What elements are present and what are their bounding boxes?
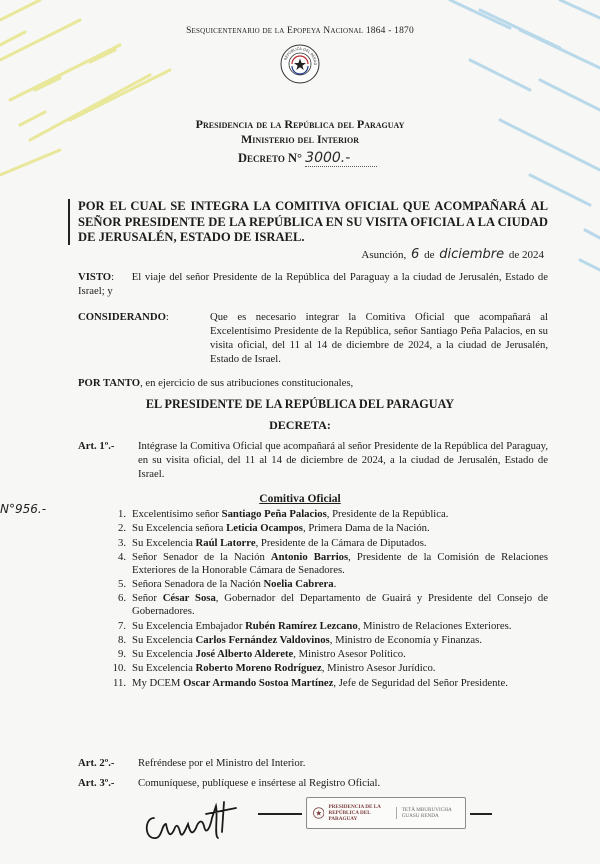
art2-text: Refréndese por el Ministro del Interior. bbox=[138, 757, 306, 769]
comitiva-item-title: Su Excelencia bbox=[132, 648, 196, 661]
comitiva-item-role: , Primera Dama de la Nación. bbox=[302, 522, 430, 535]
art3-text: Comuníquese, publíquese e insértese al Registro Oficial. bbox=[138, 777, 381, 789]
comitiva-item-number: 10. bbox=[112, 662, 126, 675]
title-rule bbox=[68, 199, 70, 245]
national-seal-icon bbox=[280, 44, 320, 84]
considerando-label: CONSIDERANDO bbox=[78, 311, 166, 323]
signature-dash bbox=[258, 813, 302, 815]
el-presidente-heading: EL PRESIDENTE DE LA REPÚBLICA DEL PARAGUAY bbox=[145, 397, 455, 411]
comitiva-item bbox=[108, 620, 548, 633]
art2-label: Art. 2º.- bbox=[78, 757, 115, 769]
comitiva-item-number: 5. bbox=[117, 578, 126, 591]
comitiva-item-number: 3. bbox=[117, 536, 126, 549]
date-day: 6 bbox=[411, 247, 420, 262]
por-tanto-line bbox=[78, 377, 548, 391]
comitiva-item-number: 6. bbox=[117, 592, 126, 605]
comitiva-item-name: Rubén Ramírez Lezcano bbox=[245, 619, 358, 632]
comitiva-item-name: Raúl Latorre bbox=[195, 536, 256, 549]
comitiva-item bbox=[108, 634, 548, 647]
stamp-left-text: PRESIDENCIA DE LA REPÚBLICA DEL PARAGUAY bbox=[328, 804, 381, 822]
comitiva-item-name: Oscar Armando Sostoa Martínez bbox=[183, 676, 334, 689]
date-line bbox=[361, 247, 544, 262]
decree-title: POR EL CUAL SE INTEGRA LA COMITIVA OFICIAL QUE ACOMPAÑARÁ AL SEÑOR PRESIDENTE DE LA REPÚBLICA EN SU VISITA OFICIAL A LA CIUDAD DE JERUSALÉN, ESTADO DE ISRAEL. bbox=[78, 199, 548, 244]
considerando-label-wrap bbox=[78, 311, 208, 325]
comitiva-item bbox=[108, 648, 548, 661]
comitiva-item bbox=[108, 551, 548, 577]
comitiva-item-name: Santiago Peña Palacios bbox=[221, 508, 327, 520]
comitiva-item-role: , Ministro de Economía y Finanzas. bbox=[329, 633, 482, 646]
comitiva-item bbox=[108, 508, 548, 521]
comitiva-item-role: , Ministro Asesor Político. bbox=[293, 648, 406, 661]
comitiva-item-title: My DCEM bbox=[132, 676, 184, 689]
comitiva-item-number: 8. bbox=[117, 633, 126, 646]
art1-text: Intégrase la Comitiva Oficial que acompañará al señor Presidente de la República del Paraguay, en su visita oficial, del 11 al 14 de diciembre de 2024, a la ciudad de Jerusalén, Estado de Israel. bbox=[138, 440, 548, 480]
date-de: de bbox=[424, 249, 435, 261]
decreta-heading: DECRETA: bbox=[269, 418, 331, 432]
date-year: de 2024 bbox=[508, 249, 544, 261]
por-tanto-label: POR TANTO bbox=[78, 377, 141, 389]
comitiva-item-name: José Alberto Alderete bbox=[195, 648, 294, 661]
signature-text: Cumprj bbox=[202, 844, 206, 845]
seal-text: REPÚBLICA DEL PARAG bbox=[283, 46, 318, 66]
comitiva-item-name: César Sosa bbox=[162, 592, 216, 605]
comitiva-item-role: , Ministro de Relaciones Exteriores. bbox=[357, 619, 512, 632]
comitiva-item-number: 2. bbox=[117, 522, 126, 535]
comitiva-item-role: , Jefe de Seguridad del Señor Presidente. bbox=[333, 676, 508, 689]
comitiva-item-title: Su Excelencia bbox=[132, 633, 196, 646]
comitiva-item-title: Señor Senador de la Nación bbox=[132, 550, 271, 563]
comitiva-item-number: 7. bbox=[117, 619, 126, 632]
ministry-heading: Ministerio del Interior bbox=[240, 132, 360, 146]
comitiva-title: Comitiva Oficial bbox=[259, 493, 341, 505]
comitiva-item-title: Excelentísimo señor bbox=[132, 508, 222, 520]
comitiva-item-number: 9. bbox=[117, 648, 126, 661]
decree-label: Decreto N° bbox=[238, 151, 303, 165]
comitiva-item-name: Roberto Moreno Rodríguez bbox=[195, 662, 322, 675]
official-stamp bbox=[306, 797, 466, 829]
comitiva-item bbox=[108, 662, 548, 675]
decree-number-line bbox=[238, 150, 377, 167]
comitiva-title-wrap bbox=[0, 489, 600, 507]
comitiva-item-number: 1. bbox=[117, 508, 126, 520]
comitiva-item-title: Señora Senadora de la Nación bbox=[132, 578, 264, 591]
visto-text: El viaje del señor Presidente de la República del Paraguay a la ciudad de Jerusalén, Estado de Israel; y bbox=[78, 271, 548, 297]
comitiva-item bbox=[108, 522, 548, 535]
comitiva-item bbox=[108, 592, 548, 618]
por-tanto-text: , en ejercicio de sus atribuciones constitucionales, bbox=[140, 377, 354, 389]
comitiva-item-title: Señor bbox=[132, 592, 163, 605]
comitiva-item bbox=[108, 537, 548, 550]
comitiva-item-number: 4. bbox=[117, 550, 126, 563]
visto-label: VISTO bbox=[78, 271, 112, 283]
comitiva-list bbox=[108, 508, 548, 691]
comitiva-item-name: Carlos Fernández Valdovinos bbox=[195, 633, 330, 646]
date-city: Asunción, bbox=[361, 249, 407, 261]
comitiva-item-role: , Presidente de la República. bbox=[326, 508, 449, 520]
comitiva-item-name: Noelia Cabrera bbox=[263, 578, 334, 591]
art1-label: Art. 1º.- bbox=[78, 440, 115, 452]
stamp-right-text: TETÃ MBURUVICHA GUASU RENDA bbox=[396, 807, 459, 819]
comitiva-item-role: , Presidente de la Comisión de Relaciones Exteriores de la Honorable Cámara de Senadores. bbox=[132, 550, 548, 576]
art3-label: Art. 3º.- bbox=[78, 777, 115, 789]
comitiva-item-name: Leticia Ocampos bbox=[226, 522, 303, 535]
presidential-signature bbox=[140, 788, 300, 848]
comitiva-item bbox=[108, 578, 548, 591]
anniversary-header: Sesquicentenario de la Epopeya Nacional 1864 - 1870 bbox=[186, 26, 414, 36]
comitiva-item-title: Su Excelencia bbox=[132, 662, 196, 675]
comitiva-item-role: , Gobernador del Departamento de Guairá y Presidente del Consejo de Gobernadores. bbox=[132, 592, 549, 618]
comitiva-item-role: , Presidente de la Cámara de Diputados. bbox=[255, 536, 427, 549]
comitiva-item bbox=[108, 677, 548, 690]
margin-handwritten-note: N°956.- bbox=[0, 502, 47, 516]
decree-number: 3000.- bbox=[305, 150, 377, 167]
considerando-colon: : bbox=[165, 311, 169, 323]
visto-section bbox=[78, 271, 548, 299]
presidency-heading: Presidencia de la República del Paraguay bbox=[195, 117, 405, 131]
comitiva-item-role: . bbox=[333, 578, 337, 591]
considerando-text: Que es necesario integrar la Comitiva Oficial que acompañará al Excelentísimo Presidente de la República, señor Santiago Peña Palacios, en su visita oficial, del 11 al 14 de diciembre de 2024, a la ciudad de Jerusalén, Estado de Israel. bbox=[210, 311, 548, 365]
comitiva-item-title: Su Excelencia bbox=[132, 536, 196, 549]
stamp-seal-icon bbox=[313, 807, 324, 819]
date-month: diciembre bbox=[439, 247, 505, 262]
visto-colon: : bbox=[111, 271, 115, 283]
comitiva-item-title: Su Excelencia Embajador bbox=[132, 619, 246, 632]
comitiva-item-role: , Ministro Asesor Jurídico. bbox=[321, 662, 436, 675]
comitiva-item-name: Antonio Barrios bbox=[270, 550, 349, 563]
comitiva-item-title: Su Excelencia señora bbox=[132, 522, 227, 535]
comitiva-item-number: 11. bbox=[113, 676, 126, 689]
signature-dash-right bbox=[470, 813, 492, 815]
